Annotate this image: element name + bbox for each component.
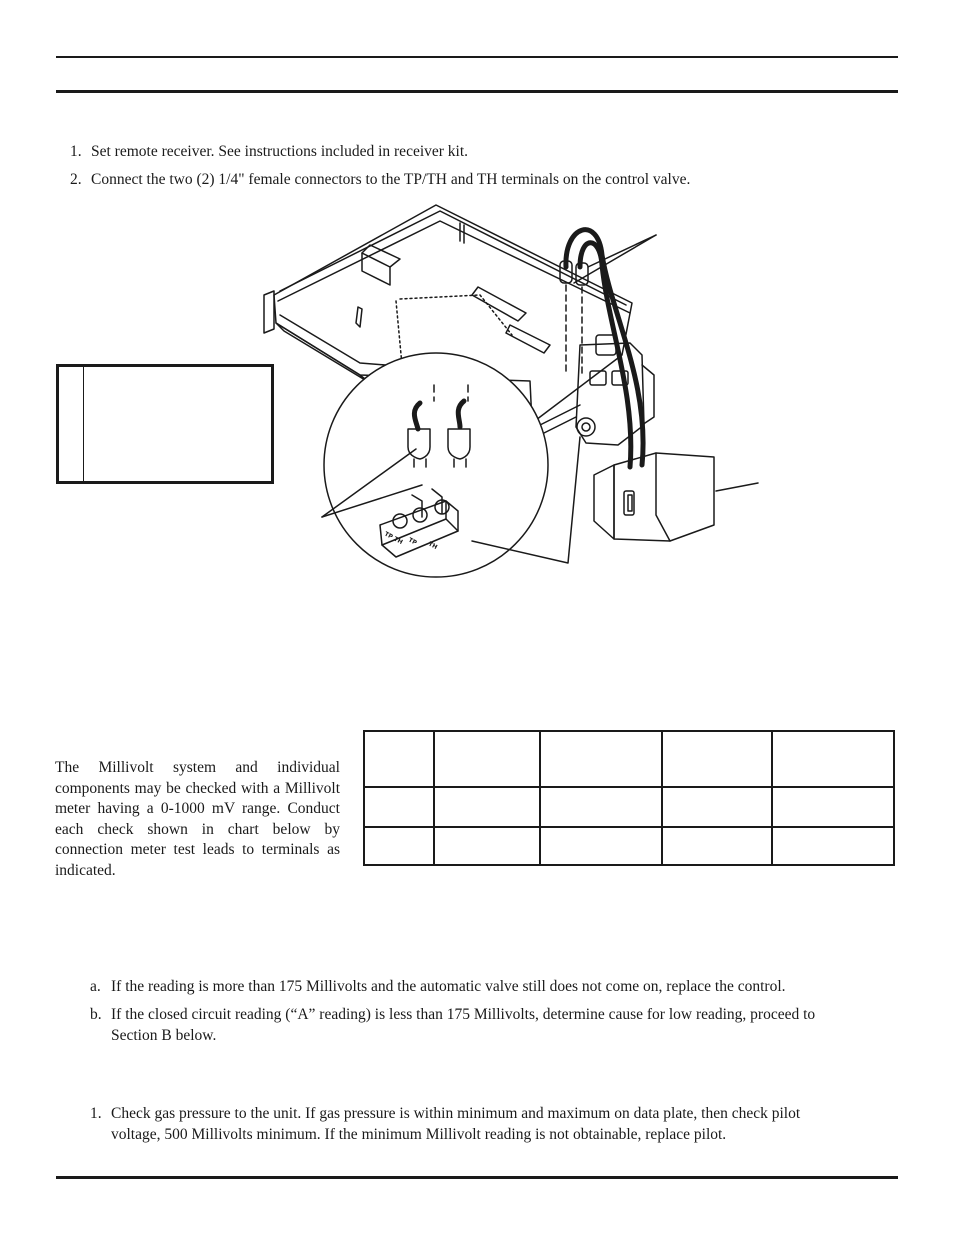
chart-cell xyxy=(662,827,772,865)
terminal-label-tp: TP xyxy=(407,536,418,547)
chart-cell xyxy=(364,731,434,787)
item-b-line-2: Section B below. xyxy=(111,1027,217,1044)
section-b-step-1-number: 1. xyxy=(90,1105,102,1122)
control-valve-wiring-diagram xyxy=(250,195,770,585)
item-b-line-1: If the closed circuit reading (“A” reading) is less than 175 Millivolts, determine cause for low reading, proceed to xyxy=(111,1006,816,1023)
millivolt-paragraph: The Millivolt system and individual components may be checked with a Millivolt meter having a 0-1000 mV range. Conduct each check shown in chart below by connection meter test leads to terminals as indicated. xyxy=(55,759,340,879)
chart-cell xyxy=(662,731,772,787)
warning-box xyxy=(56,364,274,484)
section-b-step-1-line-1: Check gas pressure to the unit. If gas pressure is within minimum and maximum on data plate, then check pilot xyxy=(111,1105,801,1122)
chart-cell xyxy=(772,827,894,865)
top-rule-thick xyxy=(56,90,898,93)
receiver-leader xyxy=(716,483,758,491)
warning-box-divider xyxy=(83,367,84,481)
terminal-label-tp-th: TP TH xyxy=(383,530,404,547)
step-2-number: 2. xyxy=(70,171,82,188)
millivolt-chart xyxy=(363,730,895,866)
chart-cell xyxy=(540,827,662,865)
section-b-step-1-line-2: voltage, 500 Millivolts minimum. If the minimum Millivolt reading is not obtainable, replace pilot. xyxy=(111,1126,727,1143)
chart-cell xyxy=(364,827,434,865)
item-b-marker: b. xyxy=(90,1006,102,1023)
chart-cell xyxy=(540,787,662,827)
bottom-rule xyxy=(56,1176,898,1179)
chart-header-row xyxy=(364,731,894,787)
chart-cell xyxy=(434,787,540,827)
remote-receiver xyxy=(594,453,714,541)
chart-cell xyxy=(364,787,434,827)
hidden-line-b xyxy=(396,301,402,365)
chart-row xyxy=(364,787,894,827)
chart-cell xyxy=(772,787,894,827)
chart-cell xyxy=(540,731,662,787)
terminal-label-th: TH xyxy=(427,540,439,552)
item-a-text: If the reading is more than 175 Millivolts and the automatic valve still does not come on, replace the control. xyxy=(111,978,786,995)
chart-row xyxy=(364,827,894,865)
top-rule-thin xyxy=(56,56,898,58)
chart-cell xyxy=(772,731,894,787)
step-1-text: Set remote receiver. See instructions included in receiver kit. xyxy=(91,143,469,160)
item-a-marker: a. xyxy=(90,978,101,995)
chart-cell xyxy=(434,827,540,865)
hidden-line-a xyxy=(400,295,512,335)
chart-cell xyxy=(434,731,540,787)
chart-cell xyxy=(662,787,772,827)
step-2-text: Connect the two (2) 1/4" female connectors to the TP/TH and TH terminals on the control valve. xyxy=(91,171,691,188)
step-1-number: 1. xyxy=(70,143,82,160)
